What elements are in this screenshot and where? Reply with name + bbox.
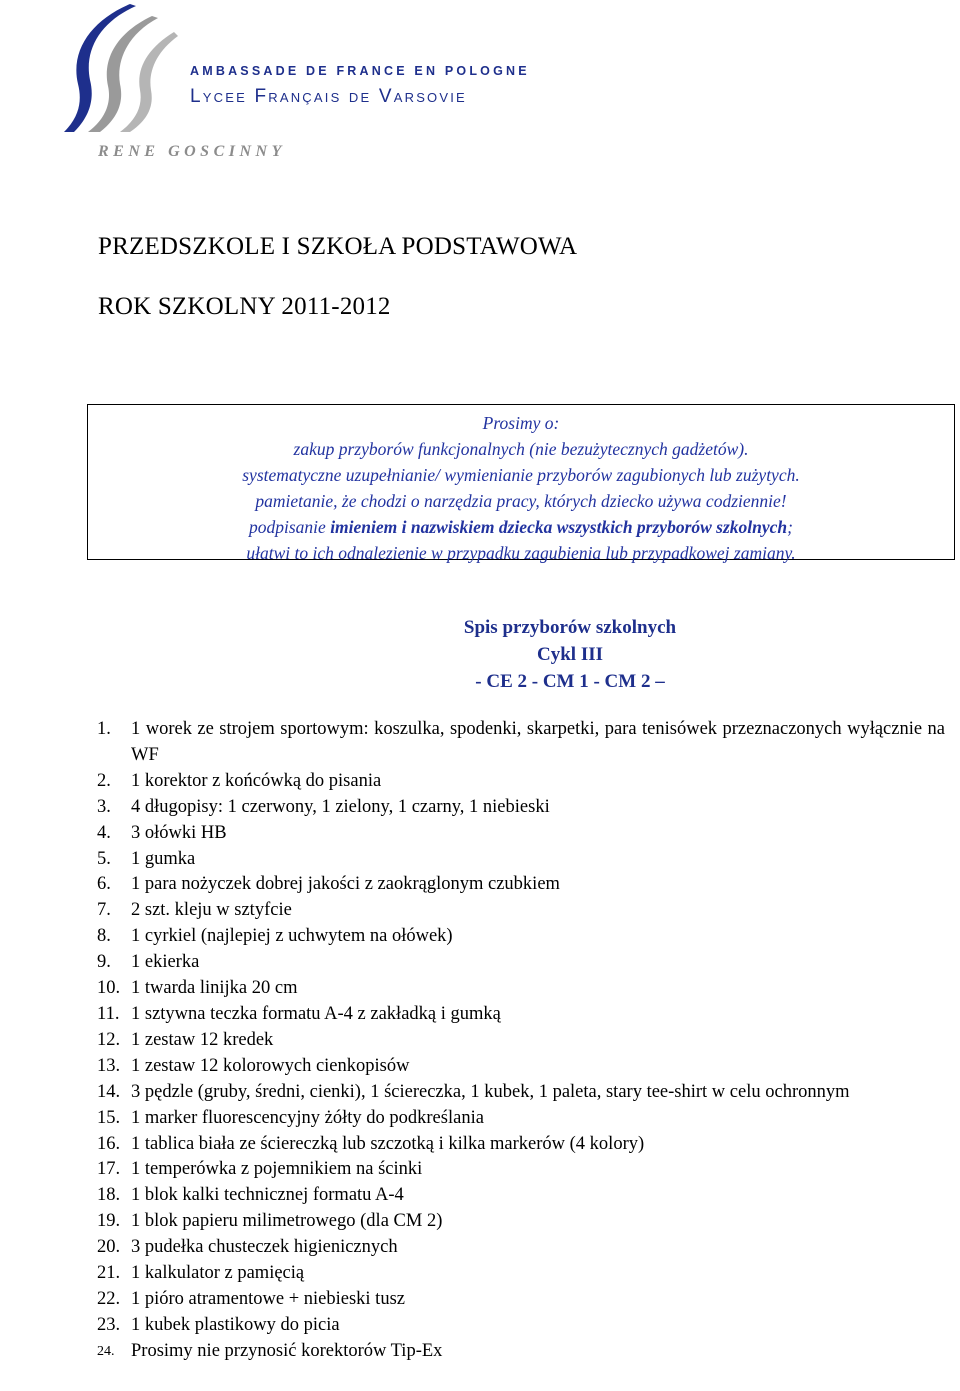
- supply-list: [97, 717, 945, 1365]
- notice-line: pamietanie, że chodzi o narzędzia pracy, których dziecko używa codziennie!: [255, 491, 787, 511]
- list-item-text: 1 zestaw 12 kolorowych cienkopisów: [131, 1055, 410, 1076]
- list-item-number: 16.: [97, 1133, 121, 1154]
- list-item: [97, 1339, 945, 1365]
- list-item-text: 1 para nożyczek dobrej jakości z zaokrąglonym czubkiem: [131, 874, 560, 895]
- school-year-title: ROK SZKOLNY 2011-2012: [98, 293, 391, 320]
- list-item: [97, 1132, 945, 1158]
- notice-text: ;: [787, 517, 793, 537]
- list-item-text: 1 blok kalki technicznej formatu A-4: [131, 1185, 404, 1206]
- list-item: [97, 847, 945, 873]
- list-item: [97, 924, 945, 950]
- list-item-text: 1 korektor z końcówką do pisania: [131, 770, 382, 791]
- list-item: [97, 872, 945, 898]
- list-item-text: 1 twarda linijka 20 cm: [131, 978, 298, 999]
- notice-box: [87, 404, 955, 563]
- list-item-text: 3 ołówki HB: [131, 822, 227, 843]
- list-item-text: 3 pudełka chusteczek higienicznych: [131, 1237, 398, 1258]
- list-item-number: 19.: [97, 1211, 121, 1232]
- list-item-number: 24.: [97, 1343, 115, 1359]
- notice-line: Prosimy o:: [482, 413, 560, 433]
- list-item-number: 14.: [97, 1081, 121, 1102]
- list-item: [97, 1313, 945, 1339]
- list-item: [97, 769, 945, 795]
- list-item: [97, 950, 945, 976]
- list-item-text: Prosimy nie przynosić korektorów Tip-Ex: [131, 1340, 443, 1361]
- list-item-text: 4 długopisy: 1 czerwony, 1 zielony, 1 czarny, 1 niebieski: [131, 796, 550, 817]
- document-title: PRZEDSZKOLE I SZKOŁA PODSTAWOWA: [98, 233, 578, 260]
- list-item: [97, 1054, 945, 1080]
- list-item: [97, 1183, 945, 1209]
- lycee-logo-icon: [58, 2, 178, 134]
- list-item-number: 11.: [97, 1003, 120, 1024]
- list-item-number: 5.: [97, 848, 111, 869]
- list-item-text: 1 zestaw 12 kredek: [131, 1029, 274, 1050]
- embassy-name: AMBASSADE DE FRANCE EN POLOGNE: [190, 64, 530, 78]
- list-item: [97, 1002, 945, 1028]
- list-item-number: 13.: [97, 1055, 121, 1076]
- list-item-text: 1 gumka: [131, 848, 196, 869]
- list-item-number: 3.: [97, 796, 111, 817]
- list-item-text: 1 tablica biała ze ściereczką lub szczotką i kilka markerów (4 kolory): [131, 1133, 645, 1154]
- notice-line: zakup przyborów funkcjonalnych (nie bezużytecznych gadżetów).: [293, 439, 749, 459]
- list-item: [97, 1287, 945, 1313]
- supply-list-heading: Spis przyborów szkolnych: [463, 617, 677, 638]
- list-item-number: 7.: [97, 900, 111, 921]
- list-item: [97, 1235, 945, 1261]
- list-item-number: 4.: [97, 822, 111, 843]
- list-item-number: 10.: [97, 978, 121, 999]
- list-item-text: 1 kalkulator z pamięcią: [131, 1263, 305, 1284]
- notice-line: systematyczne uzupełnianie/ wymienianie przyborów zagubionych lub zużytych.: [242, 465, 800, 485]
- list-item-number: 2.: [97, 770, 111, 791]
- list-item: [97, 795, 945, 821]
- list-item: [97, 898, 945, 924]
- list-item-text: 1 worek ze strojem sportowym: koszulka, spodenki, skarpetki, para tenisówek przeznaczonych wyłącznie na WF: [131, 719, 945, 765]
- list-item-text: 1 blok papieru milimetrowego (dla CM 2): [131, 1211, 443, 1232]
- list-item-text: 1 temperówka z pojemnikiem na ścinki: [131, 1159, 423, 1180]
- list-item-text: 1 sztywna teczka formatu A-4 z zakładką i gumką: [131, 1003, 501, 1024]
- list-item: [97, 1261, 945, 1287]
- list-item-number: 18.: [97, 1185, 121, 1206]
- list-item: [97, 1080, 945, 1106]
- list-item-number: 17.: [97, 1159, 121, 1180]
- list-item-text: 1 cyrkiel (najlepiej z uchwytem na ołówek): [131, 926, 453, 947]
- list-item: [97, 976, 945, 1002]
- notice-text: podpisanie: [249, 517, 331, 537]
- cycle-heading: Cykl III: [537, 644, 603, 665]
- list-item: [97, 1157, 945, 1183]
- list-item-number: 1.: [97, 719, 111, 739]
- notice-emphasis: imieniem i nazwiskiem dziecka wszystkich przyborów szkolnych: [330, 517, 788, 537]
- list-item-text: 1 marker fluorescencyjny żółty do podkreślania: [131, 1107, 484, 1128]
- notice-line: ułatwi to ich odnalezienie w przypadku zagubienia lub przypadkowej zamiany.: [246, 543, 796, 563]
- list-item: [97, 1028, 945, 1054]
- list-item-number: 21.: [97, 1263, 121, 1284]
- list-item-number: 6.: [97, 874, 111, 895]
- list-item-text: 1 pióro atramentowe + niebieski tusz: [131, 1288, 405, 1309]
- list-item-text: 1 kubek plastikowy do picia: [131, 1314, 340, 1335]
- grades-heading: - CE 2 - CM 1 - CM 2 –: [475, 671, 665, 692]
- list-item: [97, 821, 945, 847]
- list-item-text: 2 szt. kleju w sztyfcie: [131, 900, 292, 921]
- list-item-number: 20.: [97, 1237, 121, 1258]
- list-item: [97, 1209, 945, 1235]
- notice-line-labeling: [88, 514, 954, 540]
- school-name: RENE GOSCINNY: [98, 143, 286, 160]
- list-item-number: 22.: [97, 1288, 121, 1309]
- list-item: [97, 717, 945, 769]
- list-item-text: 1 ekierka: [131, 952, 200, 973]
- list-item-number: 8.: [97, 926, 111, 947]
- list-item-number: 12.: [97, 1029, 121, 1050]
- list-item-number: 15.: [97, 1107, 121, 1128]
- list-item-number: 9.: [97, 952, 111, 973]
- list-item-text: 3 pędzle (gruby, średni, cienki), 1 ściereczka, 1 kubek, 1 paleta, stary tee-shirt w celu ochronnym: [131, 1081, 850, 1102]
- list-item-number: 23.: [97, 1314, 121, 1335]
- lycee-name: Lycee Français de Varsovie: [190, 86, 467, 107]
- list-item: [97, 1106, 945, 1132]
